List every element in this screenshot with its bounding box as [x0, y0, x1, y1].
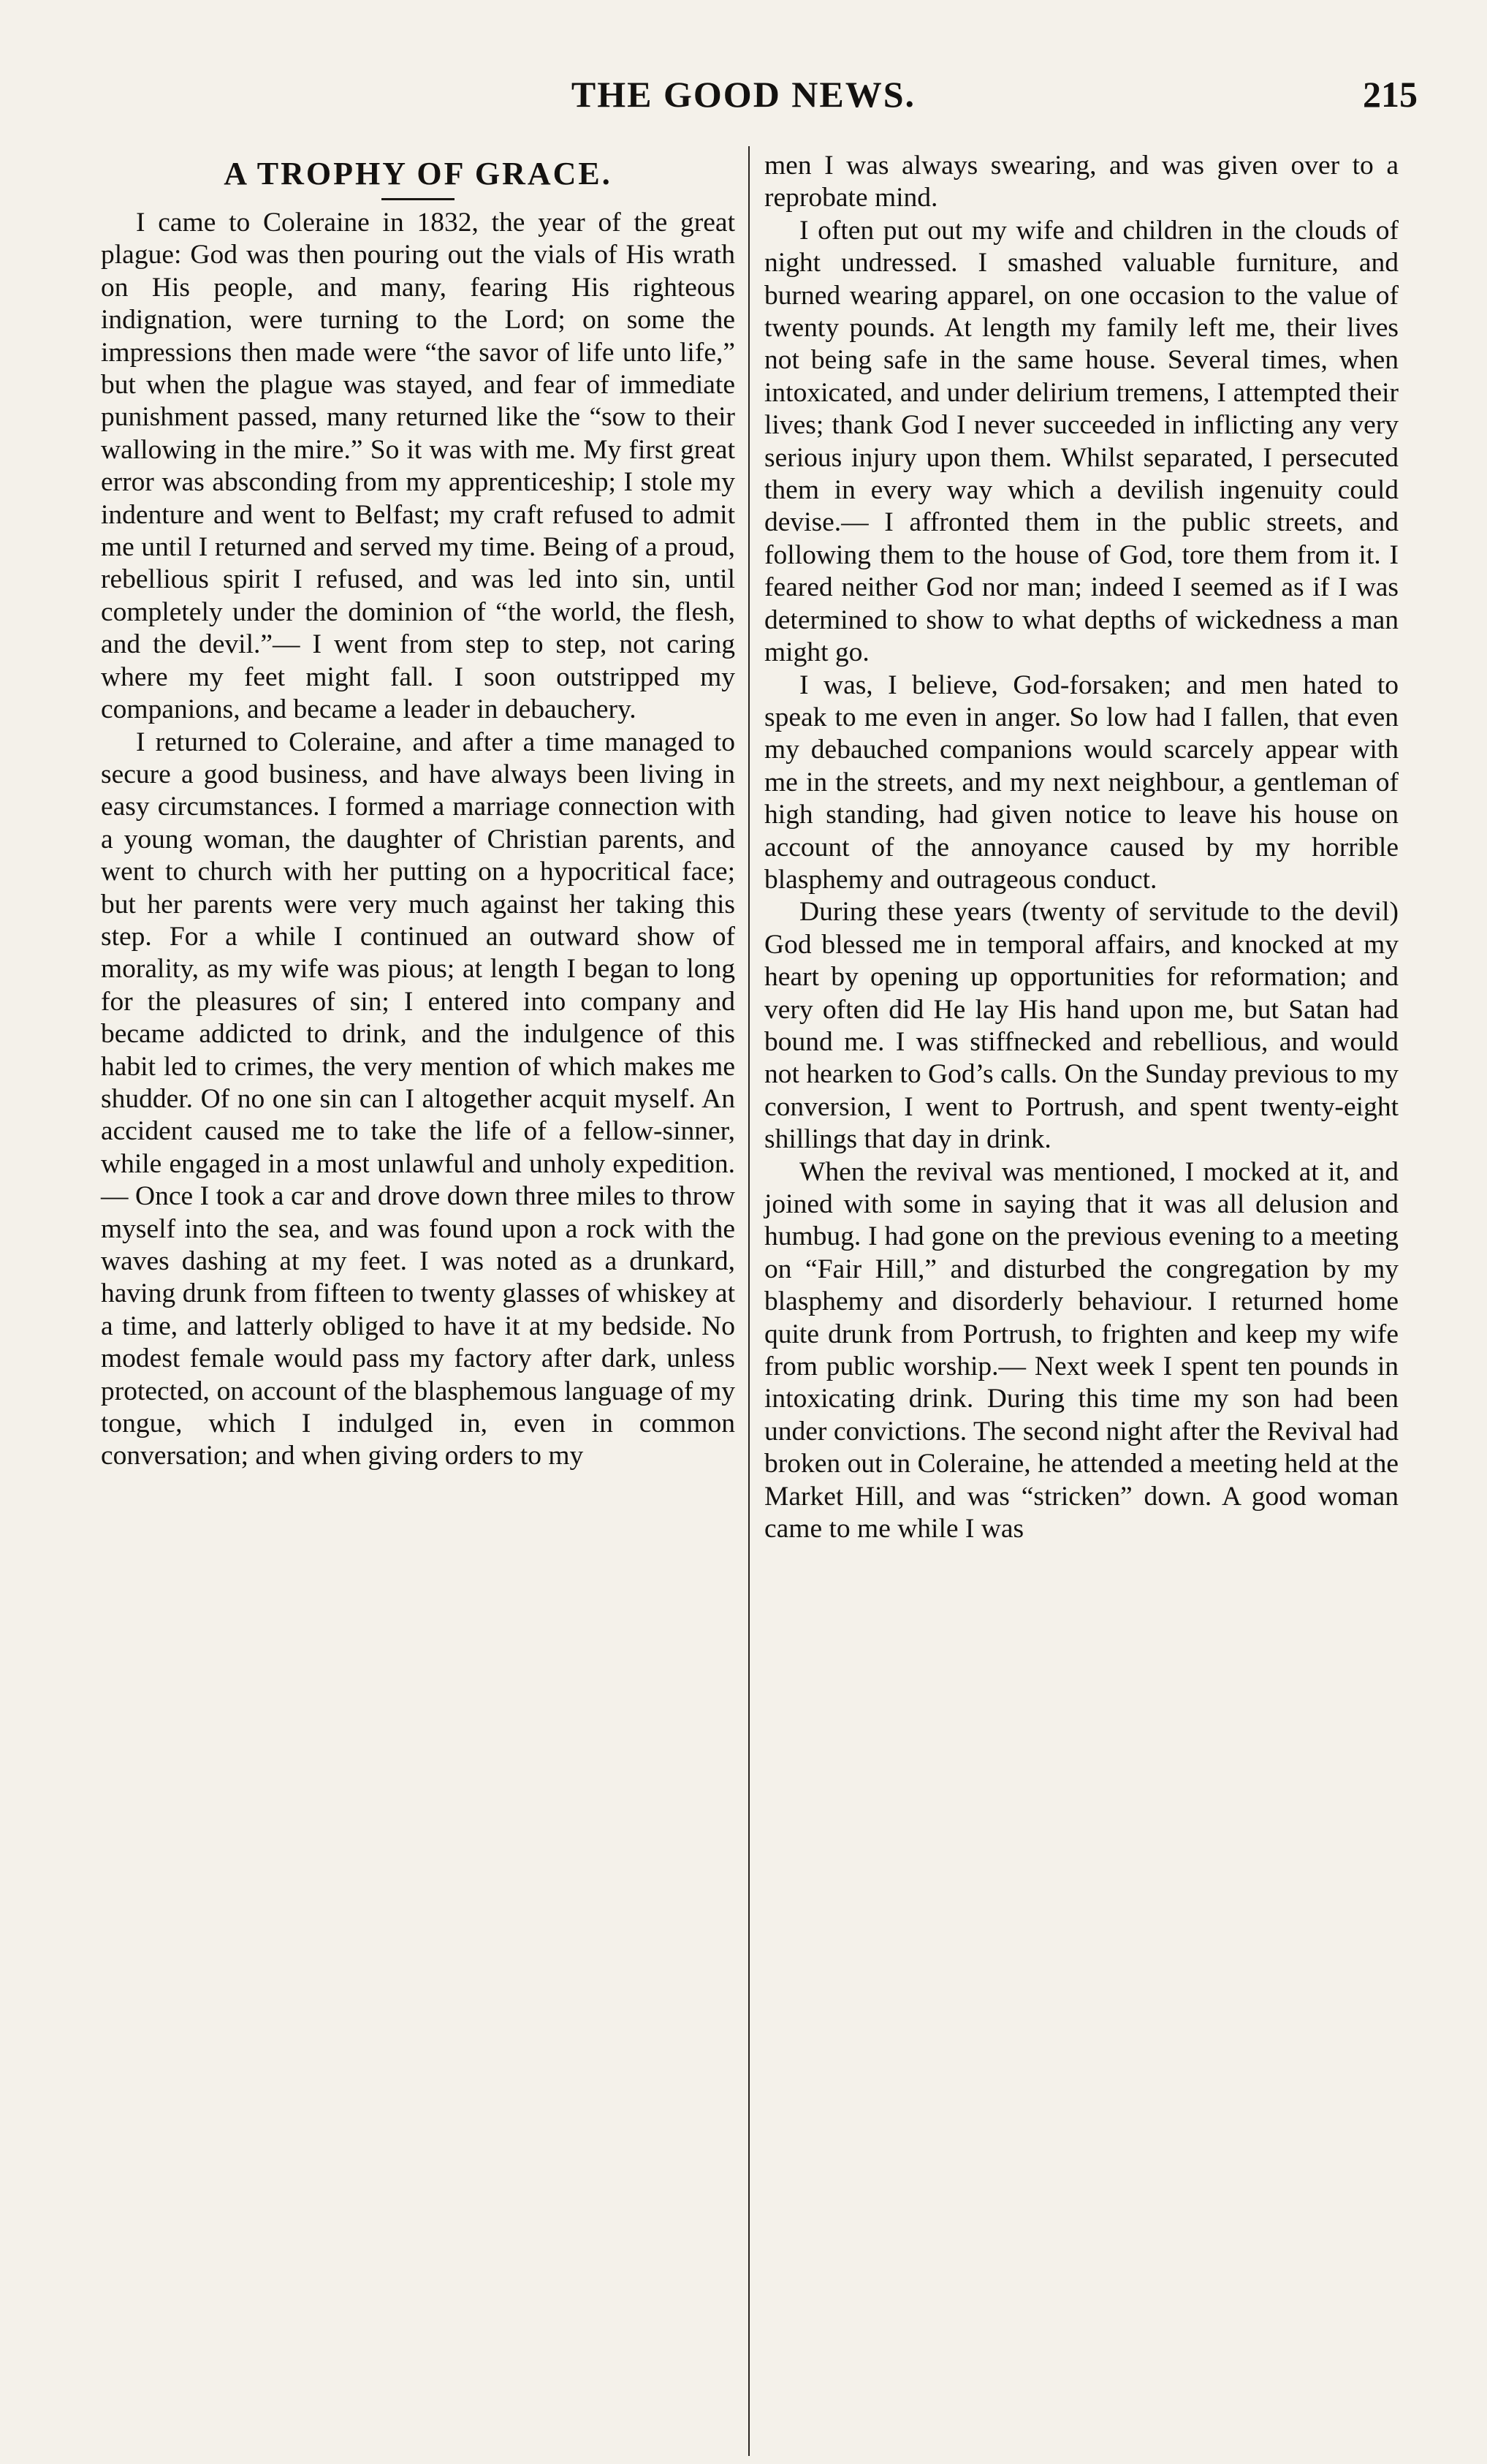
- article-title: A TROPHY OF GRACE.: [224, 156, 612, 192]
- title-rule: [381, 198, 455, 200]
- page-number: 215: [1363, 74, 1418, 115]
- paragraph: When the revival was mentioned, I mocked at it, and joined with some in saying that it was all delusion and humbug. I had gone on the previous evening to a meeting on “Fair Hill,” and disturbed the congregation by my blasphemy and disorderly behaviour. I returned home quite drunk from Portrush, to frighten and keep my wife from public worship.— Next week I spent ten pounds in intoxicating drink. During this time my son had been under convictions. The second night after the Revival had broken out in Coleraine, he attended a meeting held at the Market Hill, and was “stricken” down. A good woman came to me while I was: [764, 1156, 1399, 1544]
- right-column: [764, 150, 1399, 1545]
- running-title: THE GOOD NEWS.: [571, 74, 916, 115]
- paragraph: I often put out my wife and children in the clouds of night undressed. I smashed valuable furniture, and burned wearing apparel, on one occasion to the value of twenty pounds. At length my family left me, their lives not being safe in the same house. Several times, when intoxicated, and under delirium tremens, I attempted their lives; thank God I never succeeded in inflicting any very serious injury upon them. Whilst separated, I persecuted them in every way which a devilish ingenuity could devise.— I affronted them in the public streets, and following them to the house of God, tore them from it. I feared neither God nor man; indeed I seemed as if I was determined to show to what depths of wickedness a man might go.: [764, 215, 1399, 668]
- paragraph: I was, I believe, God-forsaken; and men hated to speak to me even in anger. So low had I fallen, that even my debauched companions would scarcely appear with me in the streets, and my next neighbour, a gentleman of high standing, had given notice to leave his house on account of the annoyance caused by my horrible blasphemy and outrageous conduct.: [764, 670, 1399, 895]
- paragraph: During these years (twenty of servitude to the devil) God blessed me in temporal affairs, and knocked at my heart by opening up opportunities for reformation; and very often did He lay His hand upon me, but Satan had bound me. I was stiffnecked and rebellious, and would not hearken to God’s calls. On the Sunday previous to my conversion, I went to Portrush, and spent twenty-eight shillings that day in drink.: [764, 897, 1399, 1155]
- running-head: [0, 73, 1487, 124]
- paragraph: I returned to Coleraine, and after a time managed to secure a good business, and have always been living in easy circumstances. I formed a marriage connection with a young woman, the daughter of Christian parents, and went to church with her putting on a hypocritical face; but her parents were very much against her taking this step. For a while I continued an outward show of morality, as my wife was pious; at length I began to long for the pleasures of sin; I entered into company and became addicted to drink, and the indulgence of this habit led to crimes, the very mention of which makes me shudder. Of no one sin can I altogether acquit myself. An accident caused me to take the life of a fellow-sinner, while engaged in a most unlawful and unholy expedition.— Once I took a car and drove down three miles to throw myself into the sea, and was found upon a rock with the waves dashing at my feet. I was noted as a drunkard, having drunk from fifteen to twenty glasses of whiskey at a time, and latterly obliged to have it at my bedside. No modest female would pass my factory after dark, unless protected, on account of the blasphemous language of my tongue, which I indulged in, even in common conversation; and when giving orders to my: [101, 727, 735, 1471]
- paragraph: I came to Coleraine in 1832, the year of the great plague: God was then pouring out the vials of His wrath on His people, and many, fearing His righteous indignation, were turning to the Lord; on some the impressions then made were “the savor of life unto life,” but when the plague was stayed, and fear of immediate punishment passed, many returned like the “sow to their wallowing in the mire.” So it was with me. My first great error was absconding from my apprenticeship; I stole my indenture and went to Belfast; my craft refused to admit me until I returned and served my time. Being of a proud, rebellious spirit I refused, and was led into sin, until completely under the dominion of “the world, the flesh, and the devil.”— I went from step to step, not caring where my feet might fall. I soon outstripped my companions, and became a leader in debauchery.: [101, 208, 735, 725]
- column-divider: [748, 146, 750, 2456]
- left-column: [101, 150, 735, 1473]
- paragraph: men I was always swearing, and was given over to a reprobate mind.: [764, 151, 1399, 213]
